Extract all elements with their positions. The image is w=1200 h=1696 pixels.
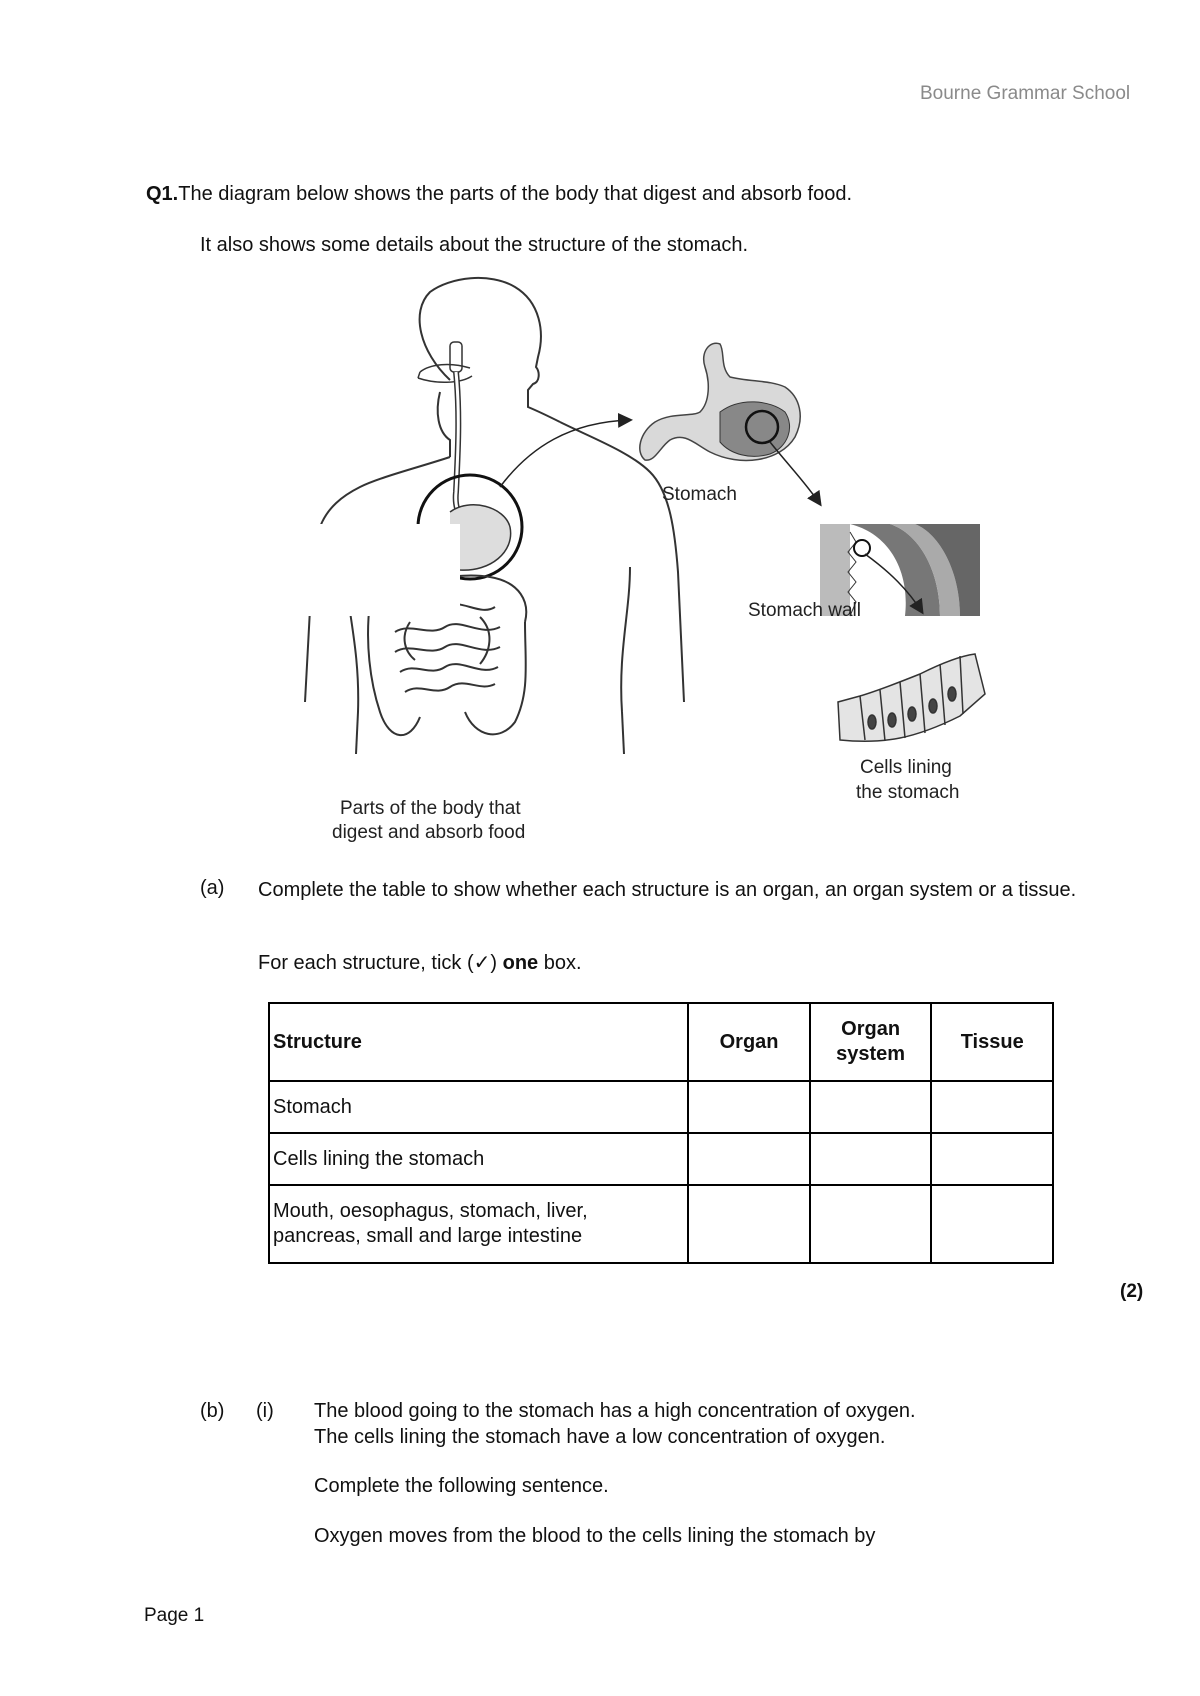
tick-after: box. <box>538 952 582 974</box>
tick-box-tissue[interactable] <box>931 1133 1053 1185</box>
part-b-instruction: Complete the following sentence. <box>314 1475 609 1497</box>
part-b-line2: The cells lining the stomach have a low concentration of oxygen. <box>314 1426 886 1448</box>
tick-box-organ-system[interactable] <box>810 1185 932 1263</box>
tick-before: For each structure, tick ( <box>258 952 474 974</box>
tick-box-tissue[interactable] <box>931 1185 1053 1263</box>
tick-middle: ) <box>490 952 503 974</box>
question-intro <box>146 183 852 206</box>
tick-mark-icon: ✓ <box>473 952 491 974</box>
cells-drawing <box>838 654 985 741</box>
part-b-line1: The blood going to the stomach has a high concentration of oxygen. <box>314 1400 916 1422</box>
header-organ-system-2: system <box>836 1043 906 1065</box>
tick-box-organ[interactable] <box>688 1133 810 1185</box>
page-number: Page 1 <box>144 1605 205 1626</box>
structure-table <box>268 1002 1054 1264</box>
arrow-to-stomach-wall <box>770 442 820 504</box>
arrow-to-stomach <box>500 420 630 487</box>
digestive-system-diagram <box>300 272 1020 860</box>
header-organ-system-1: Organ <box>841 1018 901 1040</box>
row-structure <box>269 1185 688 1263</box>
marks-allocation: (2) <box>1120 1281 1144 1302</box>
table-header-row <box>269 1003 1053 1081</box>
row-structure-line1: Mouth, oesophagus, stomach, liver, <box>273 1200 588 1222</box>
row-structure: Cells lining the stomach <box>269 1133 688 1185</box>
stomach-label: Stomach <box>662 484 737 505</box>
table-row <box>269 1133 1053 1185</box>
header-organ: Organ <box>688 1003 810 1081</box>
stomach-wall-label: Stomach wall <box>748 600 861 621</box>
stomach-drawing <box>640 343 800 460</box>
question-sub-intro: It also shows some details about the structure of the stomach. <box>200 234 749 256</box>
stomach-wall-drawing <box>300 524 980 616</box>
tick-box-organ[interactable] <box>688 1081 810 1133</box>
tick-box-organ-system[interactable] <box>810 1133 932 1185</box>
tick-bold-one: one <box>502 952 539 974</box>
body-label-line2: digest and absorb food <box>332 822 526 843</box>
row-structure: Stomach <box>269 1081 688 1133</box>
question-number: Q1. <box>146 183 179 205</box>
tick-box-organ-system[interactable] <box>810 1081 932 1133</box>
part-a-label: (a) <box>200 877 225 899</box>
tick-box-organ[interactable] <box>688 1185 810 1263</box>
table-row <box>269 1185 1053 1263</box>
tick-box-tissue[interactable] <box>931 1081 1053 1133</box>
tick-instruction <box>258 950 582 975</box>
cells-label-line1: Cells lining <box>860 757 952 778</box>
table-row <box>269 1081 1053 1133</box>
part-b-label: (b) <box>200 1400 225 1422</box>
school-name-header: Bourne Grammar School <box>920 83 1131 104</box>
row-structure-line2: pancreas, small and large intestine <box>273 1225 583 1247</box>
part-a-text: Complete the table to show whether each structure is an organ, an organ system or a tissue. <box>258 879 1077 901</box>
question-intro-text: The diagram below shows the parts of the body that digest and absorb food. <box>178 183 852 205</box>
header-tissue: Tissue <box>931 1003 1053 1081</box>
header-structure: Structure <box>269 1003 688 1081</box>
part-b-sub-label: (i) <box>256 1400 274 1422</box>
cells-label-line2: the stomach <box>856 782 960 803</box>
header-organ-system <box>810 1003 932 1081</box>
body-label-line1: Parts of the body that <box>340 798 521 819</box>
part-b-sentence: Oxygen moves from the blood to the cells lining the stomach by <box>314 1525 876 1547</box>
